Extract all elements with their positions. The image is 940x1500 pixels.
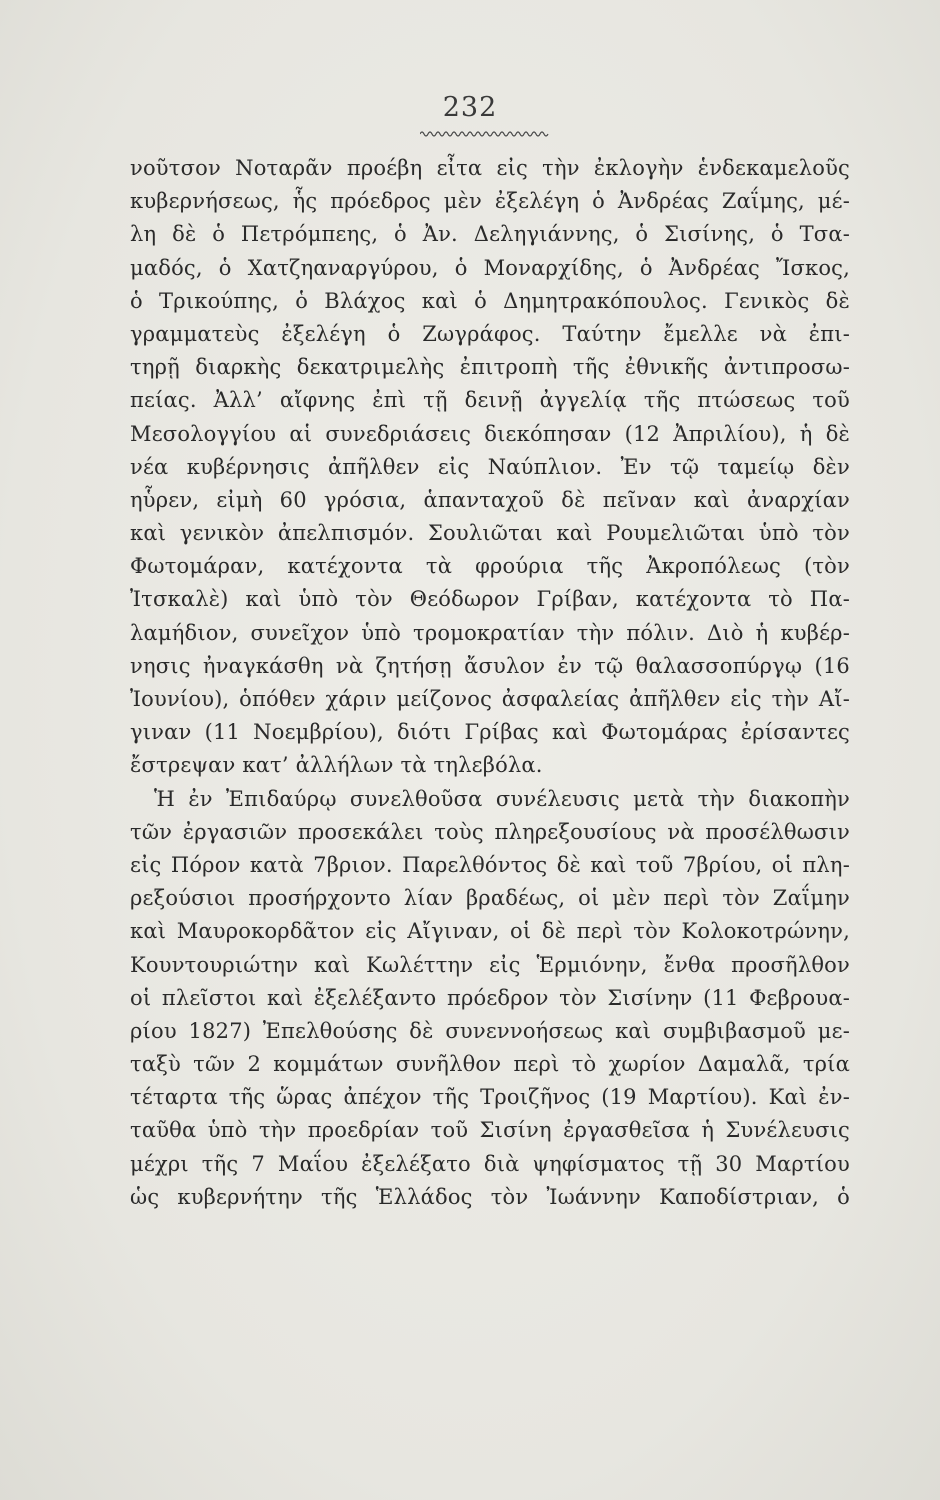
page-number: 232 — [442, 92, 498, 123]
text-line: τηρῇ διαρκὴς δεκατριμελὴς ἐπιτροπὴ τῆς ἐθνικῆς ἀντιπροσω- — [130, 355, 850, 380]
text-line: ρεξούσιοι προσήρχοντο λίαν βραδέως, οἱ μὲν περὶ τὸν Ζαΐμην — [130, 886, 850, 911]
text-line: κυβερνήσεως, ἧς πρόεδρος μὲν ἐξελέγη ὁ Ἀνδρέας Ζαΐμης, μέ- — [130, 189, 850, 214]
text-line: πείας. Ἀλλ’ αἴφνης ἐπὶ τῇ δεινῇ ἀγγελίᾳ τῆς πτώσεως τοῦ — [130, 388, 850, 413]
text-line: ηὗρεν, εἰμὴ 60 γρόσια, ἁπανταχοῦ δὲ πεῖναν καὶ ἀναρχίαν — [130, 487, 850, 512]
body-text — [130, 152, 850, 1214]
text-line: Ἰτσκαλὲ) καὶ ὑπὸ τὸν Θεόδωρον Γρίβαν, κατέχοντα τὸ Πα- — [130, 587, 850, 612]
text-line: ταξὺ τῶν 2 κομμάτων συνῆλθον περὶ τὸ χωρίον Δαμαλᾶ, τρία — [130, 1052, 850, 1077]
text-line: Κουντουριώτην καὶ Κωλέττην εἰς Ἑρμιόνην, ἔνθα προσῆλθον — [130, 952, 850, 977]
text-line: γραμματεὺς ἐξελέγη ὁ Ζωγράφος. Ταύτην ἔμελλε νὰ ἐπι- — [130, 321, 850, 346]
text-line: καὶ Μαυροκορδᾶτον εἰς Αἴγιναν, οἱ δὲ περὶ τὸν Κολοκοτρώνην, — [130, 919, 850, 944]
text-line: νησις ἠναγκάσθη νὰ ζητήσῃ ἄσυλον ἐν τῷ θαλασσοπύργῳ (16 — [130, 653, 850, 678]
text-line: ἔστρεψαν κατ’ ἀλλήλων τὰ τηλεβόλα. — [130, 753, 543, 778]
text-line: Ἰουνίου), ὁπόθεν χάριν μείζονος ἀσφαλείας ἀπῆλθεν εἰς τὴν Αἴ- — [130, 687, 850, 711]
text-line: λη δὲ ὁ Πετρόμπεης, ὁ Ἀν. Δεληγιάννης, ὁ Σισίνης, ὁ Τσα- — [130, 222, 850, 247]
text-line: μαδός, ὁ Χατζηαναργύρου, ὁ Μοναρχίδης, ὁ Ἀνδρέας Ἴσκος, — [130, 255, 850, 280]
text-line: οἱ πλεῖστοι καὶ ἐξελέξαντο πρόεδρον τὸν Σισίνην (11 Φεβρουα- — [130, 985, 850, 1010]
paragraph — [130, 152, 850, 783]
text-line: τέταρτα τῆς ὥρας ἀπέχον τῆς Τροιζῆνος (19 Μαρτίου). Καὶ ἐν- — [130, 1085, 850, 1110]
text-line: εἰς Πόρον κατὰ 7βριον. Παρελθόντος δὲ καὶ τοῦ 7βρίου, οἱ πλη- — [130, 852, 850, 877]
text-line: ταῦθα ὑπὸ τὴν προεδρίαν τοῦ Σισίνη ἐργασθεῖσα ἡ Συνέλευσις — [130, 1118, 850, 1143]
wavy-rule-ornament — [420, 130, 550, 138]
text-line: μέχρι τῆς 7 Μαΐου ἐξελέξατο διὰ ψηφίσματος τῇ 30 Μαρτίου — [130, 1151, 850, 1176]
text-line: λαμήδιον, συνεῖχον ὑπὸ τρομοκρατίαν τὴν πόλιν. Διὸ ἡ κυβέρ- — [130, 620, 850, 645]
paragraph — [130, 783, 850, 1214]
text-line: Ἡ ἐν Ἐπιδαύρῳ συνελθοῦσα συνέλευσις μετὰ τὴν διακοπὴν — [154, 786, 850, 811]
text-line: γιναν (11 Νοεμβρίου), διότι Γρίβας καὶ Φωτομάρας ἐρίσαντες — [130, 720, 850, 745]
text-line: Φωτομάραν, κατέχοντα τὰ φρούρια τῆς Ἀκροπόλεως (τὸν — [130, 554, 850, 579]
text-line: ρίου 1827) Ἐπελθούσης δὲ συνεννοήσεως καὶ συμβιβασμοῦ με- — [130, 1018, 850, 1043]
text-line: Μεσολογγίου αἱ συνεδριάσεις διεκόπησαν (12 Ἀπριλίου), ἡ δὲ — [130, 421, 850, 446]
text-line: ὁ Τρικούπης, ὁ Βλάχος καὶ ὁ Δημητρακόπουλος. Γενικὸς δὲ — [130, 288, 850, 313]
text-line: νέα κυβέρνησις ἀπῆλθεν εἰς Ναύπλιον. Ἐν τῷ ταμείῳ δὲν — [130, 454, 850, 479]
text-line: τῶν ἐργασιῶν προσεκάλει τοὺς πληρεξουσίους νὰ προσέλθωσιν — [130, 819, 850, 844]
text-line: καὶ γενικὸν ἀπελπισμόν. Σουλιῶται καὶ Ρουμελιῶται ὑπὸ τὸν — [130, 521, 850, 546]
text-line: ὡς κυβερνήτην τῆς Ἑλλάδος τὸν Ἰωάννην Καποδίστριαν, ὁ — [130, 1184, 850, 1209]
text-line: νοῦτσον Νοταρᾶν προέβη εἶτα εἰς τὴν ἐκλογὴν ἑνδεκαμελοῦς — [130, 156, 850, 180]
